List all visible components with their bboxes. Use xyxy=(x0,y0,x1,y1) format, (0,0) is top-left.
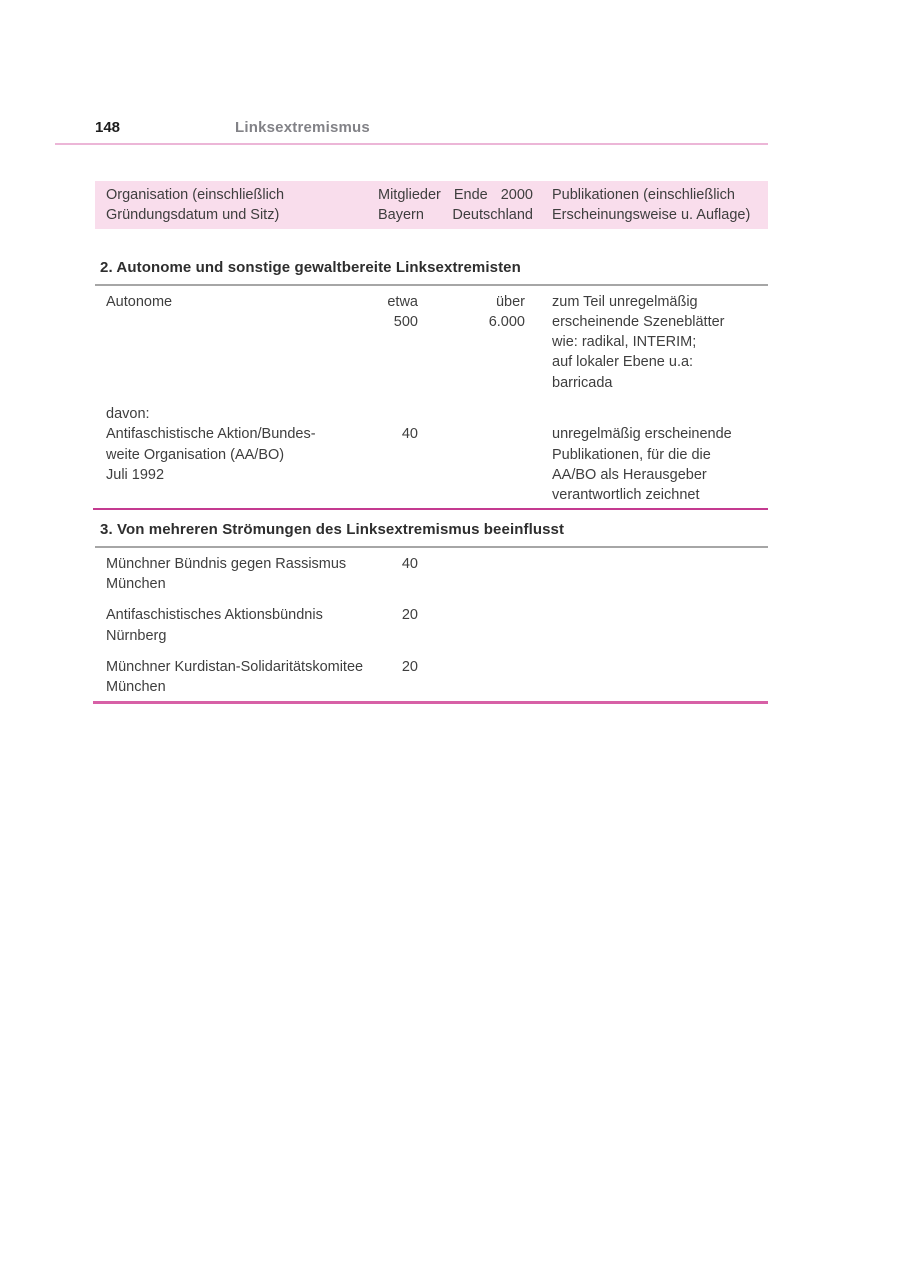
running-head xyxy=(0,0,900,137)
publications-cell xyxy=(552,605,768,646)
bayern-cell xyxy=(378,657,418,698)
column-header-members xyxy=(378,185,533,229)
deutschland-cell xyxy=(418,657,525,698)
members-header-line2 xyxy=(378,205,533,225)
publications-cell xyxy=(552,554,768,595)
text-line: zum Teil unregelmäßig xyxy=(552,293,698,310)
table-row-kurdistan-komitee xyxy=(95,657,768,698)
header-line: Erscheinungsweise u. Auflage) xyxy=(552,207,751,224)
publications-cell xyxy=(552,292,768,393)
text-line: barricada xyxy=(552,374,613,391)
text-line: unregelmäßig erscheinende xyxy=(552,426,732,443)
text-line: 6.000 xyxy=(488,313,525,330)
section-2-heading: 2. Autonome und sonstige gewaltbereite Linksextremisten xyxy=(100,259,521,276)
members-word: Ende xyxy=(453,187,488,203)
text-line: Publikationen, für die die xyxy=(552,446,711,463)
text-line: 40 xyxy=(401,426,418,443)
header-line: Publikationen (einschließlich xyxy=(552,187,735,203)
text-line: 40 xyxy=(401,555,418,572)
table-row-autonome xyxy=(95,292,768,393)
text-line xyxy=(418,424,525,444)
members-header-line1 xyxy=(378,185,533,205)
chapter-title: Linksextremismus xyxy=(235,119,370,136)
deutschland-cell xyxy=(418,605,525,646)
bayern-cell xyxy=(378,404,418,505)
org-cell xyxy=(106,657,378,698)
column-header-organisation xyxy=(106,185,378,229)
section-3-rows xyxy=(95,548,768,698)
section-2-rows xyxy=(95,286,768,506)
text-line: auf lokaler Ebene u.a: xyxy=(552,354,694,371)
org-cell xyxy=(106,605,378,646)
text-line: wie: radikal, INTERIM; xyxy=(552,334,697,351)
bayern-cell xyxy=(378,605,418,646)
text-line: 20 xyxy=(401,607,418,624)
text-line: 20 xyxy=(401,658,418,675)
text-line: Autonome xyxy=(106,293,173,310)
section-3-heading: 3. Von mehreren Strömungen des Linksextremismus beeinflusst xyxy=(100,521,565,539)
header-line: Organisation (einschließlich xyxy=(106,187,285,203)
header-line: Gründungsdatum und Sitz) xyxy=(106,207,280,224)
text-line: Münchner Kurdistan-Solidaritätskomitee xyxy=(106,658,364,675)
deutschland-cell xyxy=(418,554,525,595)
members-word: 2000 xyxy=(500,187,533,203)
table-row-muenchner-buendnis xyxy=(95,554,768,595)
deutschland-cell xyxy=(418,292,525,393)
text-line: Münchner Bündnis gegen Rassismus xyxy=(106,555,347,572)
text-line: davon: xyxy=(106,406,150,423)
text-line: AA/BO als Herausgeber xyxy=(552,466,707,483)
text-line: etwa xyxy=(387,293,418,310)
bayern-cell xyxy=(378,554,418,595)
text-line: Antifaschistisches Aktionsbündnis xyxy=(106,607,323,624)
column-header-publications xyxy=(552,185,768,229)
table-row-aabo xyxy=(95,404,768,505)
text-line: 500 xyxy=(393,313,418,330)
text-line: verantwortlich zeichnet xyxy=(552,487,700,504)
text-line: Juli 1992 xyxy=(106,466,165,483)
bayern-cell xyxy=(378,292,418,393)
text-line: Antifaschistische Aktion/Bundes- xyxy=(106,426,316,443)
text-line: über xyxy=(495,293,525,310)
text-line xyxy=(552,404,768,424)
section-divider-rule xyxy=(93,508,768,511)
deutschland-label: Deutschland xyxy=(452,207,533,224)
text-line xyxy=(418,404,525,424)
org-cell xyxy=(106,292,378,393)
publications-cell xyxy=(552,657,768,698)
publications-cell xyxy=(552,404,768,505)
text-line: Nürnberg xyxy=(106,627,167,644)
page-number: 148 xyxy=(95,119,121,136)
text-line: München xyxy=(106,679,166,696)
deutschland-cell xyxy=(418,404,525,505)
text-line: weite Organisation (AA/BO) xyxy=(106,446,285,463)
bayern-label: Bayern xyxy=(378,207,424,224)
table-row-aktionsbuendnis-nuernberg xyxy=(95,605,768,646)
members-word: Mitglieder xyxy=(378,187,441,203)
table-header xyxy=(95,181,768,229)
running-head-rule xyxy=(55,143,768,145)
org-cell xyxy=(106,404,378,505)
text-line: München xyxy=(106,575,166,592)
text-line xyxy=(378,404,418,424)
org-cell xyxy=(106,554,378,595)
table-bottom-rule xyxy=(93,701,768,704)
text-line: erscheinende Szeneblätter xyxy=(552,313,725,330)
